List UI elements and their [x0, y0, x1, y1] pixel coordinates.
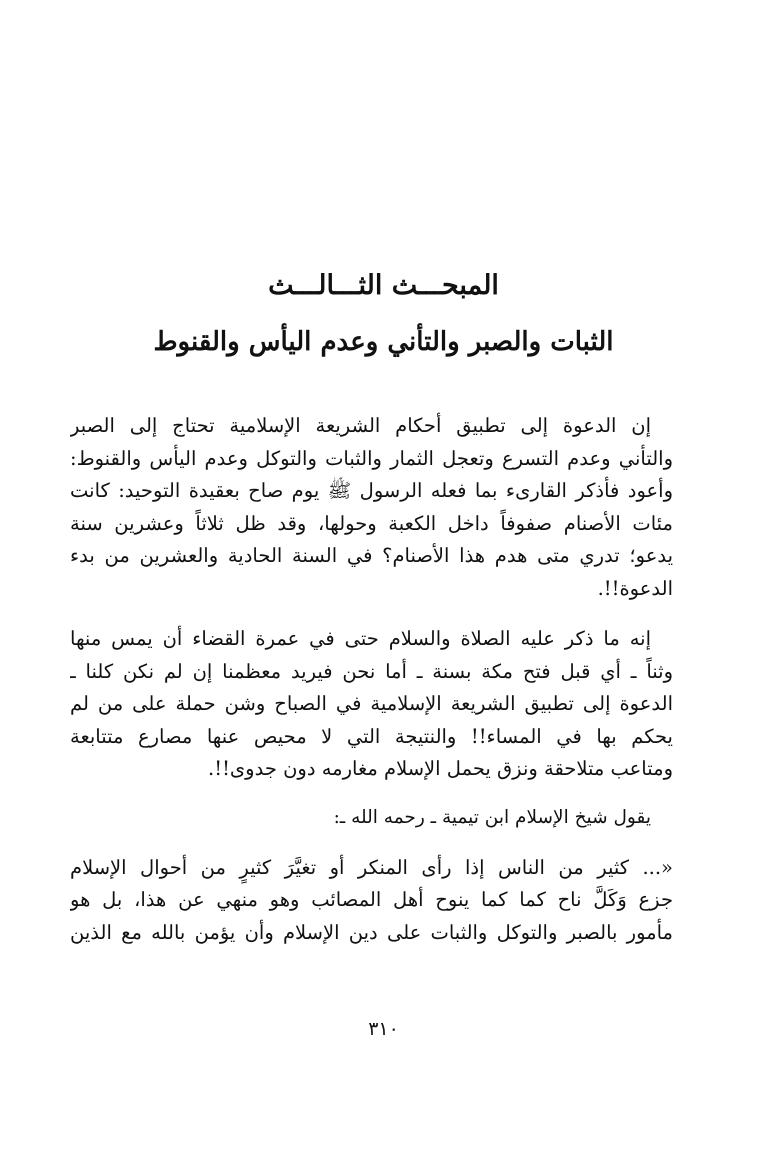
section-title: المبحـــث الثـــالـــث — [268, 270, 499, 301]
paragraph-line: مئات الأصنام صفوفاً داخل الكعبة وحولها، وقد ظل ثلاثاً وعشرين سنة — [70, 511, 673, 535]
paragraph-line: إن الدعوة إلى تطبيق أحكام الشريعة الإسلامية تحتاج إلى الصبر — [70, 414, 651, 437]
section-subtitle: الثبات والصبر والتأني وعدم اليأس والقنوط — [153, 327, 614, 357]
paragraph-line: إنه ما ذكر عليه الصلاة والسلام حتى في عمرة القضاء أن يمس منها — [70, 627, 651, 650]
paragraph-line: الدعوة إلى تطبيق الشريعة الإسلامية في الصباح وشن حملة على من لم — [70, 692, 673, 715]
paragraph-line: والتأني وعدم التسرع وتعجل الثمار والثبات والتوكل وعدم اليأس والقنوط: — [70, 446, 673, 470]
paragraph-line: يحكم بها في المساء!! والنتيجة التي لا محيص عنها مصارع متتابعة — [70, 724, 673, 748]
paragraph-1 — [70, 410, 673, 605]
paragraph-line: الدعوة!!. — [597, 576, 673, 600]
paragraph-line: وثناً ـ أي قبل فتح مكة بسنة ـ أما نحن فيريد معظمنا إن لم نكن كلنا ـ — [70, 659, 673, 683]
paragraph-line: ومتاعب متلاحقة ونزق يحمل الإسلام مغارمه دون جدوى!!. — [208, 757, 673, 780]
body-text — [70, 410, 673, 949]
paragraph-line: يدعو؛ تدري متى هدم هذا الأصنام؟ في السنة الحادية والعشرين من بدء — [70, 544, 673, 567]
heading-block — [60, 262, 707, 366]
paragraph-line: وأعود فأذكر القارىء بما فعله الرسول ﷺ يوم صاح بعقيدة التوحيد: كانت — [70, 479, 673, 502]
paragraph-2 — [70, 623, 673, 786]
quote-line: جزع وَكَلَّ ناح كما كما ينوح أهل المصائب وهو منهي عن هذا، بل هو — [70, 888, 673, 911]
quote-line: مأمور بالصبر والتوكل والثبات على دين الإسلام وأن يؤمن بالله مع الذين — [70, 920, 673, 944]
quote-intro: يقول شيخ الإسلام ابن تيمية ـ رحمه الله ـ: — [333, 806, 651, 828]
quote-paragraph — [70, 852, 673, 950]
page-number: ٣١٠ — [368, 1018, 399, 1040]
quote-line: «... كثير من الناس إذا رأى المنكر أو تغيَّرَ كثيرٍ من أحوال الإسلام — [70, 855, 673, 879]
